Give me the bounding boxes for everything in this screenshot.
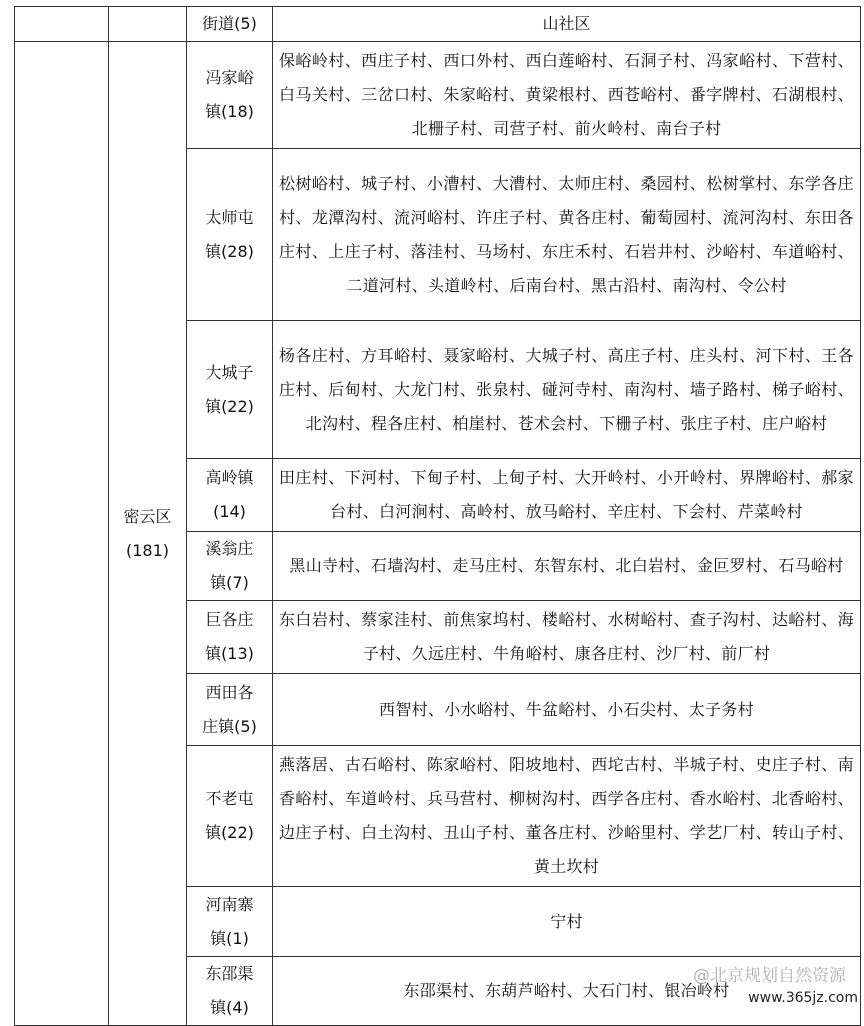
town-cell — [187, 957, 273, 1026]
town-name: 大城子 — [205, 362, 254, 382]
town-name: 东邵渠 — [205, 964, 254, 983]
village-list: 东邵渠村、东葫芦峪村、大石门村、银冶岭村 — [273, 957, 861, 1026]
village-list: 燕落居、古石峪村、陈家峪村、阳坡地村、西坨古村、半城子村、史庄子村、南香峪村、车道岭村、兵马营村、柳树沟村、西学各庄村、香水峪村、北香峪村、边庄子村、白土沟村、丑山子村、董各庄村、沙峪里村、学艺厂村、转山子村、黄土坎村 — [273, 746, 861, 887]
town-count: 镇(22) — [205, 396, 254, 416]
town-cell — [187, 746, 273, 887]
village-list: 杨各庄村、方耳峪村、聂家峪村、大城子村、高庄子村、庄头村、河下村、王各庄村、后甸村、大龙门村、张泉村、碰河寺村、南沟村、墙子路村、梯子峪村、北沟村、程各庄村、柏崖村、苍术会村、下栅子村、张庄子村、庄户峪村 — [273, 321, 861, 459]
town-count: 镇(7) — [210, 573, 249, 592]
town-cell — [187, 321, 273, 459]
town-name: 不老屯 — [205, 789, 254, 808]
town-count: 镇(18) — [205, 102, 254, 121]
village-list: 保峪岭村、西庄子村、西口外村、西白莲峪村、石洞子村、冯家峪村、下营村、白马关村、三岔口村、朱家峪村、黄梁根村、西苍峪村、番字牌村、石湖根村、北栅子村、司营子村、前火岭村、南台子村 — [273, 42, 861, 149]
blank-cell — [109, 7, 187, 42]
village-list: 田庄村、下河村、下甸子村、上甸子村、大开岭村、小开岭村、界牌峪村、郝家台村、白河涧村、高岭村、放马峪村、辛庄村、下会村、芹菜岭村 — [273, 459, 861, 532]
village-list: 松树峪村、城子村、小漕村、大漕村、太师庄村、桑园村、松树掌村、东学各庄村、龙潭沟村、流河峪村、许庄子村、黄各庄村、葡萄园村、流河沟村、东田各庄村、上庄子村、落洼村、马场村、东庄禾村、石岩井村、沙峪村、车道峪村、二道河村、头道岭村、后南台村、黑古沿村、南沟村、令公村 — [273, 149, 861, 321]
header-col-label: 街道(5) — [187, 7, 273, 42]
town-count: 镇(1) — [210, 928, 249, 948]
watermark-account: @北京规划自然资源 — [693, 966, 846, 986]
town-name: 巨各庄 — [205, 610, 254, 629]
village-list: 黑山寺村、石墙沟村、走马庄村、东智东村、北白岩村、金叵罗村、石马峪村 — [273, 532, 861, 601]
blank-cell — [15, 7, 109, 42]
table-row — [15, 42, 861, 149]
town-name: 太师屯 — [205, 207, 254, 227]
town-cell — [187, 674, 273, 746]
town-name: 溪翁庄 — [205, 539, 254, 558]
town-count: 镇(22) — [205, 823, 254, 842]
village-list: 西智村、小水峪村、牛盆峪村、小石尖村、太子务村 — [273, 674, 861, 746]
town-cell — [187, 42, 273, 149]
watermark-site: www.365jz.com — [748, 990, 858, 1006]
district-count: (181) — [125, 540, 170, 560]
town-count: 镇(4) — [210, 998, 249, 1017]
town-name: 西田各 — [205, 682, 254, 702]
village-list: 东白岩村、蔡家洼村、前焦家坞村、楼峪村、水树峪村、查子沟村、达峪村、海子村、久远庄村、牛角峪村、康各庄村、沙厂村、前厂村 — [273, 601, 861, 674]
town-name: 高岭镇 — [205, 468, 254, 487]
town-cell — [187, 149, 273, 321]
district-cell — [109, 42, 187, 1026]
town-cell — [187, 459, 273, 532]
blank-cell — [15, 42, 109, 1026]
town-count: 镇(13) — [205, 644, 254, 663]
district-name: 密云区 — [123, 506, 172, 526]
town-count: 庄镇(5) — [202, 716, 257, 736]
town-cell — [187, 887, 273, 957]
village-table — [14, 6, 861, 1026]
village-list: 宁村 — [273, 887, 861, 957]
header-row — [15, 7, 861, 42]
town-name: 河南寨 — [205, 894, 254, 914]
town-cell — [187, 532, 273, 601]
town-name: 冯家峪 — [205, 68, 254, 87]
town-count: (14) — [213, 502, 246, 521]
header-col-value: 山社区 — [273, 7, 861, 42]
town-count: 镇(28) — [205, 241, 254, 261]
town-cell — [187, 601, 273, 674]
